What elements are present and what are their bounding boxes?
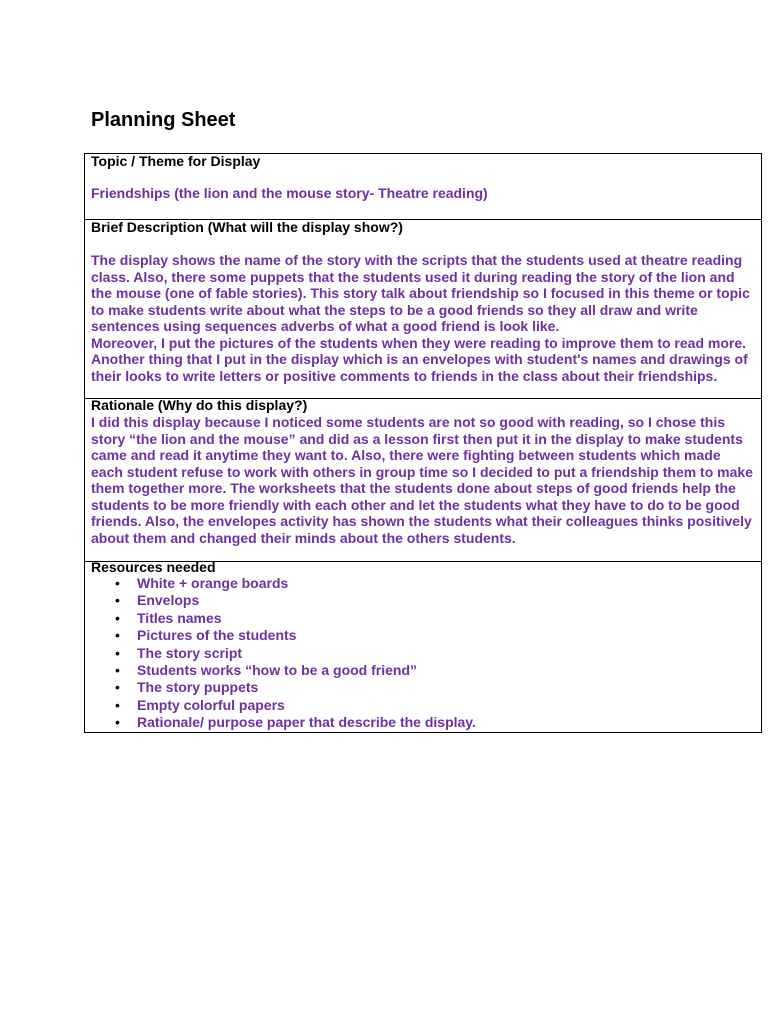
resource-item: • White + orange boards (91, 575, 755, 592)
resource-item: • The story puppets (91, 679, 755, 696)
rationale-row (85, 399, 762, 562)
brief-cell (85, 220, 762, 399)
topic-label: Topic / Theme for Display (91, 153, 261, 169)
brief-row (85, 220, 762, 399)
resource-item: • Empty colorful papers (91, 697, 755, 714)
topic-row (85, 154, 762, 220)
rationale-cell (85, 399, 762, 562)
resource-item: • Pictures of the students (91, 627, 755, 644)
resource-item: • Students works “how to be a good friend” (91, 662, 755, 679)
planning-table (84, 153, 762, 733)
resources-row (85, 562, 762, 733)
resources-label: Resources needed (91, 559, 216, 575)
resources-list (91, 575, 755, 732)
topic-value: Friendships (the lion and the mouse story- Theatre reading) (91, 185, 488, 201)
resource-item: • The story script (91, 645, 755, 662)
rationale-text: I did this display because I noticed some students are not so good with reading, so I chose this story “the lion and the mouse” and did as a lesson first then put it in the display to make students came and read it anytime they want to. Also, there were fighting between students which made each student refuse to work with others in group time so I decided to put a friendship them to make them together more. The worksheets that the students done about steps of good friends help the students to be more friendly with each other and let the students what they have to do to be good friends. Also, the envelopes activity has shown the students what their colleagues thinks positively about them and changed their minds about the others students. (91, 414, 753, 546)
resource-item: • Envelops (91, 592, 755, 609)
resource-item: • Titles names (91, 610, 755, 627)
brief-label: Brief Description (What will the display show?) (91, 219, 403, 235)
topic-cell (85, 154, 762, 220)
rationale-label: Rationale (Why do this display?) (91, 397, 308, 413)
page-title: Planning Sheet (91, 109, 236, 131)
brief-paragraph-2: Moreover, I put the pictures of the students when they were reading to improve them to read more. Another thing that I put in the display which is an envelopes with student's names and drawings of their looks to write letters or positive comments to friends in the class about their friendships. (91, 334, 748, 384)
resource-item: • Rationale/ purpose paper that describe the display. (91, 714, 755, 731)
resources-cell (85, 559, 762, 733)
brief-paragraph-1: The display shows the name of the story with the scripts that the students used at theatre reading class. Also, there some puppets that the students used it during reading the story of the lion and the mouse (one of fable stories). This story talk about friendship so I focused in this theme or topic to make students write about what the steps to be a good friends so they all draw and write sentences using sequences adverbs of what a good friend is look like. (91, 252, 750, 334)
